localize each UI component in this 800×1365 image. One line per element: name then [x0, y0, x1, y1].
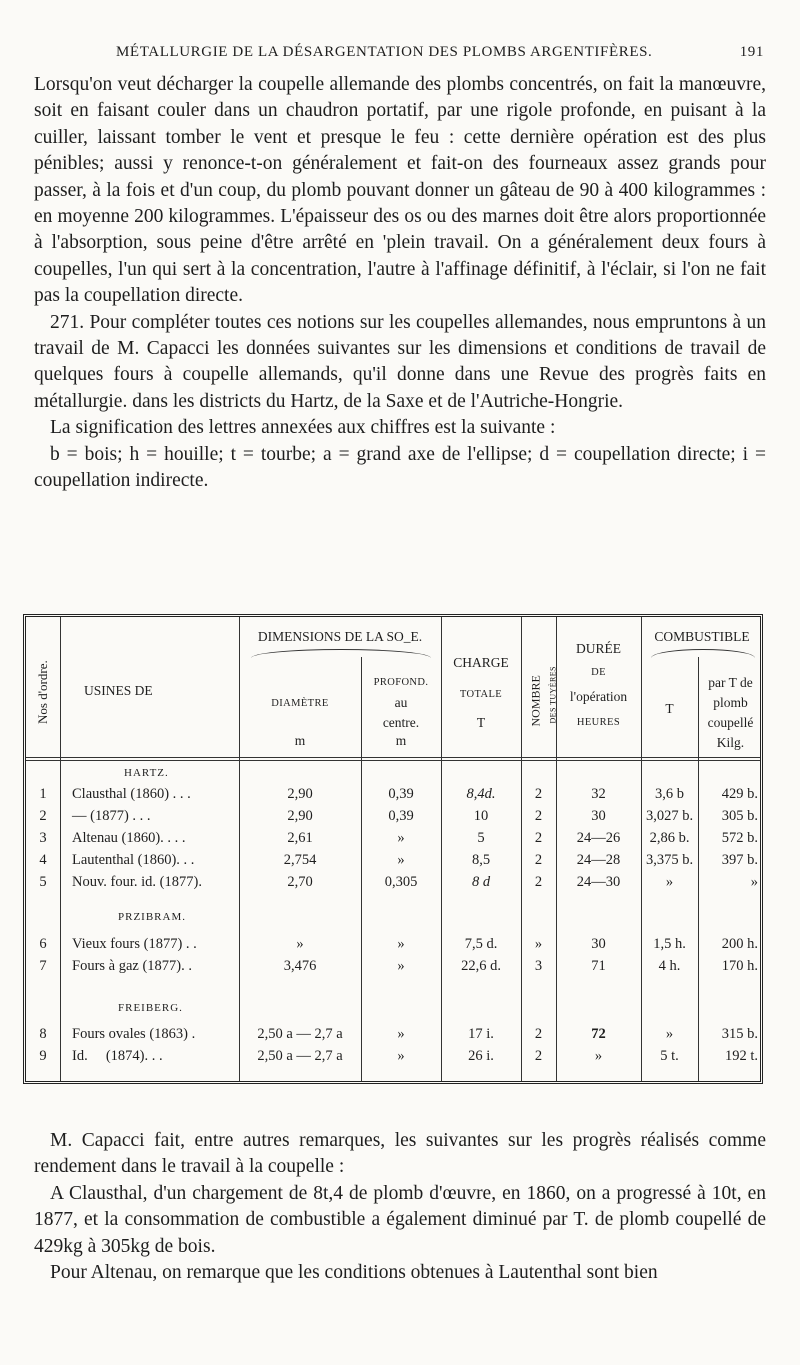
- col-header-profond-3: centre.: [382, 715, 420, 730]
- row-no: 1: [39, 786, 47, 802]
- row-no: 9: [39, 1048, 47, 1064]
- row-usine: Fours ovales (1863) .: [72, 1026, 196, 1042]
- col-header-duree-de: DE: [591, 667, 606, 678]
- col-header-dimensions: DIMENSIONS DE LA SO_E.: [257, 629, 423, 644]
- row-diametre: 2,90: [287, 786, 313, 802]
- col-header-charge: CHARGE: [453, 655, 509, 670]
- text-block-bottom: [34, 1128, 766, 1286]
- table-row: [26, 871, 760, 893]
- row-diametre: 2,61: [287, 830, 313, 846]
- row-combustible: 2,86 b.: [649, 830, 690, 846]
- col-header-diametre: DIAMÈTRE: [271, 698, 329, 709]
- row-no: 2: [39, 808, 47, 824]
- col-header-tuyeres-2: DES TUYÈRES: [548, 666, 558, 724]
- row-par-t: 192 t.: [724, 1048, 758, 1064]
- page-number: 191: [739, 44, 764, 60]
- row-profond: »: [397, 1048, 405, 1064]
- row-usine: Nouv. four. id. (1877).: [72, 874, 202, 890]
- group-label-przibram: PRZIBRAM.: [118, 911, 186, 923]
- paragraph-definitions: b = bois; h = houille; t = tourbe; a = grand axe de l'ellipse; d = coupellation directe; i = coupellation indirecte.: [34, 443, 766, 492]
- row-profond: »: [397, 958, 405, 974]
- row-no: 3: [39, 830, 47, 846]
- col-header-duree-op: l'opération: [569, 689, 628, 704]
- row-par-t: 429 b.: [721, 786, 758, 802]
- row-duree: 30: [591, 936, 606, 952]
- col-header-tuyeres-1: NOMBRE: [528, 675, 543, 727]
- row-charge: 5: [477, 830, 485, 846]
- col-header-par-t-2: plomb: [713, 695, 748, 710]
- row-par-t: 200 h.: [721, 936, 758, 952]
- col-unit-duree: HEURES: [576, 717, 621, 728]
- col-header-comb-t: T: [665, 701, 674, 716]
- row-tuyeres: 2: [534, 830, 543, 846]
- row-charge: 8,5: [471, 852, 491, 868]
- col-unit-charge: T: [476, 715, 486, 730]
- row-usine: — (1877) . . .: [72, 808, 151, 824]
- row-charge: 7,5 d.: [464, 936, 498, 952]
- row-tuyeres: 2: [534, 1026, 543, 1042]
- col-header-profond-2: au: [394, 695, 408, 710]
- row-no: 5: [39, 874, 47, 890]
- row-tuyeres: 2: [534, 1048, 543, 1064]
- col-header-par-t-4: Kilg.: [716, 735, 745, 750]
- table-row: [26, 805, 760, 827]
- col-unit-diametre: m: [294, 733, 306, 748]
- row-par-t: 315 b.: [721, 1026, 758, 1042]
- row-charge: 26 i.: [468, 1048, 494, 1064]
- row-diametre: 2,50 a — 2,7 a: [257, 1026, 343, 1042]
- data-table: [23, 614, 763, 1084]
- row-charge: 10: [473, 808, 489, 824]
- group-label-freiberg: FREIBERG.: [118, 1002, 183, 1014]
- col-header-charge-totale: TOTALE: [459, 689, 503, 700]
- row-par-t: 397 b.: [721, 852, 758, 868]
- col-header-usines: USINES DE: [84, 683, 153, 698]
- col-header-no: Nos d'ordre.: [35, 660, 50, 724]
- table-row: [26, 849, 760, 871]
- paragraph: Lorsqu'on veut décharger la coupelle allemande des plombs concentrés, on fait la manœuvre, soit en faisant couler dans un chaudron portatif, par une rigole profonde, en puisant à la cuiller, laissant tomber le vent et presque le feu : cette dernière opération est des plus pénibles; aussi y renonce-t-on généralement et fait-on des fourneaux assez grands pour passer, à la fois et d'un coup, du plomb pouvant donner un gâteau de 90 à 400 kilogrammes : en moyenne 200 kilogrammes. L'épaisseur des os ou des marnes doit être alors proportionnée à l'absorption, sous peine d'être arrêté en 'plein travail. On a généralement deux fours à coupelles, l'un qui sert à la concentration, l'autre à l'affinage définitif, à l'éclair, si l'on ne fait pas la coupellation directe.: [34, 74, 766, 307]
- row-diametre: 2,90: [287, 808, 313, 824]
- table-row: [26, 1045, 760, 1067]
- row-par-t: 170 h.: [721, 958, 758, 974]
- row-usine: Id. (1874). . .: [72, 1048, 163, 1064]
- row-tuyeres: 2: [534, 852, 543, 868]
- row-combustible: 3,375 b.: [645, 852, 694, 868]
- col-header-profond: PROFOND.: [373, 677, 429, 688]
- table-row: [26, 827, 760, 849]
- row-profond: 0,39: [388, 808, 414, 824]
- row-profond: »: [397, 852, 405, 868]
- row-par-t: 305 b.: [721, 808, 758, 824]
- table-row: [26, 933, 760, 955]
- paragraph: 271. Pour compléter toutes ces notions sur les coupelles allemandes, nous empruntons à un travail de M. Capacci les données suivantes sur les dimensions et conditions de travail de quelques fours à coupelle allemands, qu'il donne dans une Revue des progrès faits en métallurgie. dans les districts du Hartz, de la Saxe et de l'Autriche-Hongrie.: [34, 311, 766, 412]
- paragraph: Pour Altenau, on remarque que les conditions obtenues à Lautenthal sont bien: [50, 1262, 658, 1284]
- row-duree: »: [594, 1048, 603, 1064]
- row-no: 6: [39, 936, 47, 952]
- row-usine: Fours à gaz (1877). .: [72, 958, 193, 974]
- row-combustible: »: [665, 1026, 674, 1042]
- row-profond: »: [397, 1026, 405, 1042]
- row-diametre: 2,50 a — 2,7 a: [257, 1048, 343, 1064]
- running-title: MÉTALLURGIE DE LA DÉSARGENTATION DES PLOMBS ARGENTIFÈRES.: [116, 44, 653, 60]
- row-profond: 0,39: [388, 786, 414, 802]
- row-no: 7: [39, 958, 47, 974]
- row-usine: Altenau (1860). . . .: [72, 830, 186, 846]
- row-diametre: 3,476: [283, 958, 317, 974]
- row-usine: Lautenthal (1860). . .: [72, 852, 195, 868]
- row-profond: »: [397, 830, 405, 846]
- text-block-top: [34, 72, 766, 495]
- row-tuyeres: 2: [534, 808, 543, 824]
- row-usine: Vieux fours (1877) . .: [72, 936, 197, 952]
- col-header-par-t-1: par T de: [708, 675, 753, 690]
- row-profond: »: [397, 936, 405, 952]
- row-usine: Clausthal (1860) . . .: [72, 786, 191, 802]
- row-par-t: »: [750, 874, 758, 890]
- paragraph: La signification des lettres annexées aux chiffres est la suivante :: [50, 417, 556, 439]
- row-no: 4: [39, 852, 47, 868]
- row-diametre: 2,70: [287, 874, 313, 890]
- row-duree: 71: [591, 958, 606, 974]
- row-duree: 72: [591, 1026, 606, 1042]
- row-no: 8: [39, 1026, 47, 1042]
- row-tuyeres: 2: [534, 786, 543, 802]
- col-unit-profond: m: [395, 733, 407, 748]
- row-combustible: 3,6 b: [655, 786, 684, 802]
- row-diametre: 2,754: [283, 852, 317, 868]
- row-combustible: 4 h.: [658, 958, 681, 974]
- running-header: [38, 44, 764, 68]
- row-duree: 30: [591, 808, 606, 824]
- row-duree: 24—30: [576, 874, 621, 890]
- row-duree: 24—26: [576, 830, 621, 846]
- row-duree: 32: [591, 786, 606, 802]
- row-charge: 22,6 d.: [461, 958, 501, 974]
- row-tuyeres: 3: [534, 958, 543, 974]
- row-combustible: 5 t.: [660, 1048, 679, 1064]
- group-label-hartz: HARTZ.: [124, 767, 169, 779]
- col-header-par-t-3: coupellé: [707, 715, 754, 730]
- col-header-duree: DURÉE: [576, 641, 621, 656]
- table-row: [26, 955, 760, 977]
- row-par-t: 572 b.: [721, 830, 758, 846]
- row-charge: 17 i.: [468, 1026, 494, 1042]
- paragraph: A Clausthal, d'un chargement de 8t,4 de plomb d'œuvre, en 1860, on a progressé à 10t, en 1877, et la consommation de combustible a également diminué par T. de plomb coupellé de 429kg à 305kg de bois.: [34, 1182, 766, 1257]
- row-combustible: 3,027 b.: [645, 808, 694, 824]
- row-charge: 8,4d.: [466, 786, 496, 802]
- row-duree: 24—28: [576, 852, 621, 868]
- row-tuyeres: 2: [534, 874, 543, 890]
- col-header-combustible: COMBUSTIBLE: [654, 629, 750, 644]
- row-charge: 8 d: [471, 874, 491, 890]
- table-row: [26, 1023, 760, 1045]
- table-row: [26, 783, 760, 805]
- row-combustible: »: [665, 874, 674, 890]
- row-diametre: »: [296, 936, 304, 952]
- row-tuyeres: »: [534, 936, 543, 952]
- row-combustible: 1,5 h.: [653, 936, 686, 952]
- row-profond: 0,305: [384, 874, 418, 890]
- paragraph: M. Capacci fait, entre autres remarques, les suivantes sur les progrès réalisés comme rendement dans le travail à la coupelle :: [34, 1130, 766, 1178]
